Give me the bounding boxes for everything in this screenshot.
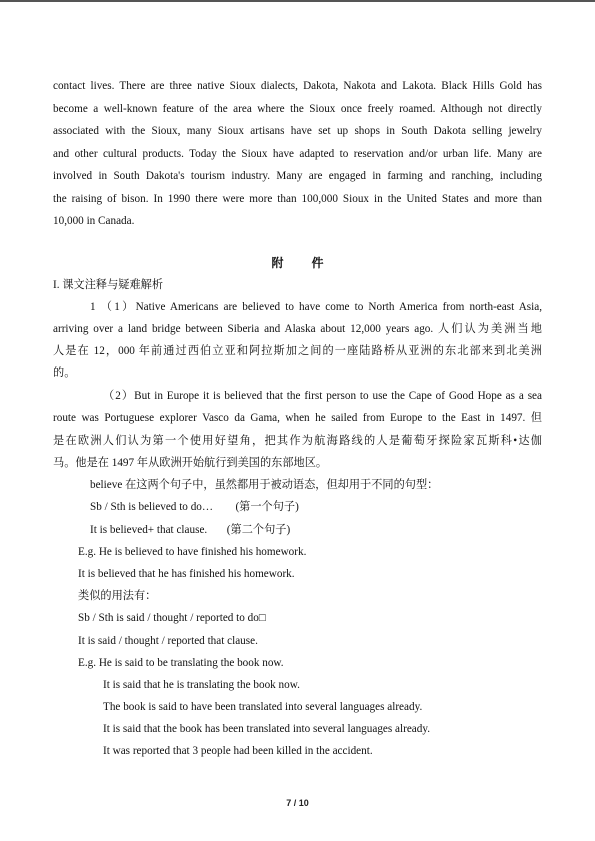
example-line: Sb / Sth is said / thought / reported to do□ <box>78 612 266 624</box>
note-line: 马。他是在 1497 年从欧洲开始航行到美国的东部地区。 <box>53 457 328 469</box>
note-line: 是在欧洲人们认为第一个使用好望角，把其作为航海路线的人是葡萄牙探险家瓦斯科•达伽 <box>53 435 542 447</box>
appendix-heading-char: 件 <box>311 256 324 270</box>
explain-line: It is believed+ that clause. (第二个句子) <box>90 524 291 536</box>
note-line: route was Portuguese explorer Vasco da Gama, when he sailed from Europe to the East in 1497. 但 <box>53 412 542 424</box>
appendix-heading <box>0 254 595 271</box>
note-line: 的。 <box>53 367 76 379</box>
intro-line: involved in South Dakota's tourism industry. Many are engaged in farming and ranching, including <box>53 170 542 182</box>
section-title: I. 课文注释与疑难解析 <box>53 279 164 291</box>
example-line: The book is said to have been translated into several languages already. <box>103 701 423 713</box>
intro-line: 10,000 in Canada. <box>53 215 135 227</box>
note-line: （2）But in Europe it is believed that the first person to use the Cape of Good Hope as a sea <box>103 390 542 402</box>
explain-line: Sb / Sth is believed to do… (第一个句子) <box>90 501 299 513</box>
example-line: It is said that the book has been translated into several languages already. <box>103 723 431 735</box>
intro-line: contact lives. There are three native Sioux dialects, Dakota, Nakota and Lakota. Black Hills Gold has <box>53 80 542 92</box>
example-line: 类似的用法有： <box>78 590 157 602</box>
page-number: 7 / 10 <box>286 798 309 808</box>
intro-line: the raising of bison. In 1990 there were more than 100,000 Sioux in the United States and more than <box>53 193 542 205</box>
example-line: It was reported that 3 people had been killed in the accident. <box>103 745 373 757</box>
example-line: It is said / thought / reported that clause. <box>78 635 258 647</box>
intro-line: and other cultural products. Today the Sioux have adapted to reservation and/or urban life. Many are <box>53 148 542 160</box>
explain-line: believe 在这两个句子中，虽然都用于被动语态，但却用于不同的句型： <box>90 479 439 491</box>
intro-line: become a well-known feature of the area where the Sioux once freely roamed. Although not directly <box>53 103 542 115</box>
example-line: E.g. He is said to be translating the book now. <box>78 657 284 669</box>
appendix-heading-char: 附 <box>271 256 284 270</box>
note-line: arriving over a land bridge between Siberia and Alaska about 12,000 years ago. 人们认为美洲当地 <box>53 323 542 335</box>
note-line: 1 （1）Native Americans are believed to have come to North America from north-east Asia, <box>90 301 542 313</box>
note-line: 人是在 12，000 年前通过西伯立亚和阿拉斯加之间的一座陆路桥从亚洲的东北部来到北美洲 <box>53 345 542 357</box>
intro-line: associated with the Sioux, many Sioux artisans have set up shops in South Dakota selling jewelry <box>53 125 542 137</box>
example-line: It is believed that he has finished his homework. <box>78 568 295 580</box>
example-line: E.g. He is believed to have finished his homework. <box>78 546 307 558</box>
example-line: It is said that he is translating the book now. <box>103 679 300 691</box>
